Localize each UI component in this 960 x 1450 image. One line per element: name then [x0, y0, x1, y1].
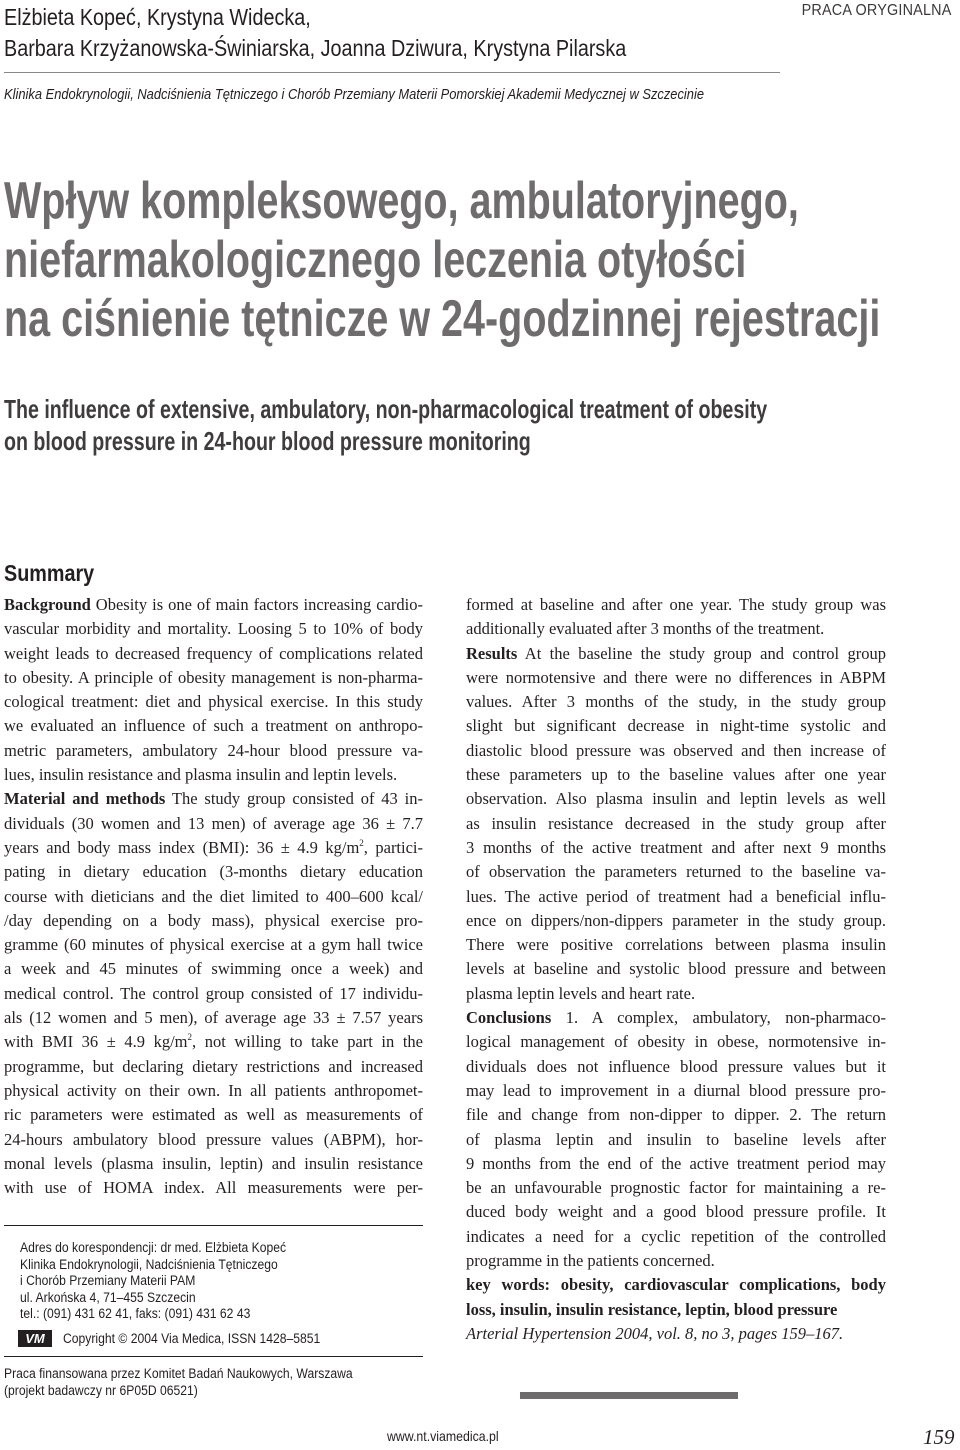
line-text: were normotensive and there were no differences in ABPM	[466, 667, 886, 687]
correspondence-address	[20, 1240, 286, 1323]
funding-line: Praca finansowana przez Komitet Badań Naukowych, Warszawa	[4, 1366, 353, 1381]
summary-line	[466, 666, 886, 690]
title-english-line-2: on blood pressure in 24-hour blood pressure monitoring	[4, 426, 531, 456]
line-text: as insulin resistance decreased in the study group after	[466, 813, 886, 833]
summary-line	[466, 933, 886, 957]
summary-line	[466, 812, 886, 836]
line-text: lues. The active period of treatment had a beneficial influ-	[466, 886, 886, 906]
summary-line	[4, 885, 423, 909]
citation: Arterial Hypertension 2004, vol. 8, no 3, pages 159–167.	[466, 1323, 844, 1343]
summary-line	[466, 739, 886, 763]
summary-line	[4, 617, 423, 641]
summary-line	[466, 909, 886, 933]
line-text: 1. A complex, ambulatory, non-pharmaco-	[551, 1008, 886, 1028]
section-lead: Background	[4, 595, 91, 614]
key-words: key words: obesity, cardiovascular complications, body	[466, 1275, 886, 1295]
title-english-line-1: The influence of extensive, ambulatory, non-pharmacological treatment of obesity	[4, 394, 768, 424]
line-text: with use of HOMA index. All measurements were per-	[4, 1178, 423, 1198]
summary-line	[466, 1298, 886, 1322]
line-text: ric parameters were estimated as well as measurements of	[4, 1105, 423, 1125]
line-text: , partici-	[363, 837, 423, 857]
line-text: monal levels (plasma insulin, leptin) and insulin resistance	[4, 1153, 423, 1173]
summary-line	[4, 1176, 423, 1200]
line-text: diastolic blood pressure was observed and then increase of	[466, 740, 886, 760]
line-text: lues, insulin resistance and plasma insulin and leptin levels.	[4, 765, 398, 785]
summary-line	[4, 714, 423, 738]
title-english	[4, 393, 767, 457]
summary-line	[466, 1079, 886, 1103]
summary-line	[466, 1200, 886, 1224]
summary-line	[466, 957, 886, 981]
summary-line	[4, 787, 423, 811]
summary-line	[466, 836, 886, 860]
correspondence-line: ul. Arkońska 4, 71–455 Szczecin	[20, 1289, 196, 1305]
correspondence-line: Klinika Endokrynologii, Nadciśnienia Tętniczego	[20, 1256, 278, 1272]
line-text: of observation the parameters returned to the baseline va-	[466, 862, 886, 882]
line-text: logical management of obesity in obese, normotensive in-	[466, 1032, 886, 1052]
summary-line	[4, 1152, 423, 1176]
section-lead: Results	[466, 643, 518, 663]
line-text: may lead to improvement in a diurnal blood pressure pro-	[466, 1080, 886, 1100]
section-lead: Material and methods	[4, 789, 166, 809]
summary-line	[4, 860, 423, 884]
line-text: als (12 women and 5 men), of average age 33 ± 7.57 years	[4, 1008, 423, 1028]
line-text: pating in dietary education (3-months dietary education	[4, 862, 423, 882]
summary-line	[466, 1103, 886, 1127]
authors-line-1: Elżbieta Kopeć, Krystyna Widecka,	[4, 4, 311, 30]
summary-line	[466, 1055, 886, 1079]
summary-line	[466, 1006, 886, 1030]
line-text: with BMI 36 ± 4.9 kg/m	[4, 1032, 188, 1052]
line-text: duced body weight and a good blood pressure profile. It	[466, 1202, 886, 1222]
summary-line	[466, 763, 886, 787]
line-text: course with dieticians and the diet limited to 400–600 kcal/	[4, 886, 423, 906]
line-text: weight leads to decreased frequency of complications related	[4, 643, 423, 663]
line-text: these parameters up to the baseline values after one year	[466, 765, 886, 785]
line-text: 24-hours ambulatory blood pressure values (ABPM), hor-	[4, 1129, 423, 1149]
summary-line	[4, 1079, 423, 1103]
summary-line	[466, 1225, 886, 1249]
funding-line: (projekt badawczy nr 6P05D 06521)	[4, 1382, 198, 1398]
summary-line	[4, 763, 423, 787]
summary-line	[466, 617, 886, 641]
funding-note	[4, 1366, 353, 1399]
superscript: 2	[187, 1032, 193, 1043]
superscript: 2	[359, 837, 364, 848]
summary-line	[4, 739, 423, 763]
summary-line	[466, 1030, 886, 1054]
summary-line	[4, 909, 423, 933]
title-polish-line-3: na ciśnienie tętnicze w 24-godzinnej rejestracji	[4, 290, 881, 348]
line-text: file and change from non-dipper to dipper. 2. The return	[466, 1105, 886, 1125]
line-text: values. After 3 months of the study, in the study group	[466, 692, 886, 712]
title-polish	[4, 172, 880, 349]
line-text: /day depending on a body mass), physical exercise pro-	[4, 910, 423, 930]
line-text: levels at baseline and systolic blood pressure and between	[466, 959, 886, 979]
line-text: we evaluated an influence of such a treatment on anthropo-	[4, 716, 423, 736]
line-text: physical activity on their own. In all patients anthropomet-	[4, 1080, 423, 1100]
summary-line	[466, 982, 886, 1006]
summary-line	[466, 642, 886, 666]
authors	[4, 2, 626, 64]
summary-heading: Summary	[4, 560, 95, 586]
line-text: 3 months of the active treatment and after next 9 months	[466, 837, 886, 857]
summary-line	[4, 957, 423, 981]
summary-line	[466, 885, 886, 909]
summary-line	[4, 1055, 423, 1079]
header-rule	[4, 72, 780, 73]
summary-line	[466, 1128, 886, 1152]
summary-line	[4, 642, 423, 666]
line-text: At the baseline the study group and control group	[517, 643, 886, 663]
line-text: , not willing to take part in the	[192, 1032, 423, 1052]
summary-column-left	[4, 593, 423, 1200]
line-text: ence on dippers/non-dippers parameter in the study group.	[466, 910, 886, 930]
line-text: dividuals does not influence blood pressure values but it	[466, 1056, 886, 1076]
line-text: There were positive correlations between plasma insulin	[466, 935, 886, 955]
section-lead: Conclusions	[466, 1008, 552, 1028]
line-text: additionally evaluated after 3 months of the treatment.	[466, 619, 825, 639]
section-label: PRACA ORYGINALNA	[802, 2, 952, 19]
summary-line	[4, 1030, 423, 1054]
correspondence-line: i Chorób Przemiany Materii PAM	[20, 1273, 196, 1288]
summary-line	[466, 1322, 886, 1346]
summary-line	[466, 787, 886, 811]
line-text: indicates a need for a cyclic repetition of the controlled	[466, 1226, 886, 1246]
footer-url[interactable]: www.nt.viamedica.pl	[387, 1428, 499, 1444]
page-number: 159	[923, 1425, 955, 1449]
line-text: a week and 45 minutes of swimming once a week) and	[4, 959, 423, 979]
affiliation: Klinika Endokrynologii, Nadciśnienia Tętniczego i Chorób Przemiany Materii Pomorskiej Akademii Medycznej w Szczecinie	[4, 86, 705, 103]
line-text: vascular morbidity and mortality. Loosing 5 to 10% of body	[4, 619, 423, 639]
line-text: be an unfavourable prognostic factor for maintaining a re-	[466, 1178, 886, 1198]
line-text: observation. Also plasma insulin and leptin levels as well	[466, 789, 886, 809]
line-text: slight but significant decrease in night-time systolic and	[466, 716, 886, 736]
summary-line	[466, 1273, 886, 1297]
line-text: of plasma leptin and insulin to baseline levels after	[466, 1129, 886, 1149]
line-text: years and body mass index (BMI): 36 ± 4.9 kg/m	[4, 837, 360, 857]
line-text: programme, but declaring dietary restrictions and increased	[4, 1056, 423, 1076]
line-text: metric parameters, ambulatory 24-hour blood pressure va-	[4, 740, 423, 760]
summary-line	[4, 1006, 423, 1030]
summary-line	[4, 1103, 423, 1127]
line-text: The study group consisted of 43 in-	[165, 789, 423, 809]
line-text: Obesity is one of main factors increasing cardio-	[90, 595, 423, 614]
line-text: medical control. The control group consisted of 17 individu-	[4, 983, 423, 1003]
line-text: gramme (60 minutes of physical exercise at a gym hall twice	[4, 935, 423, 955]
summary-line	[466, 1152, 886, 1176]
summary-line	[4, 593, 423, 617]
line-text: 9 months from the end of the active treatment period may	[466, 1153, 886, 1173]
summary-column-right	[466, 593, 886, 1346]
line-text: cological treatment: diet and physical exercise. In this study	[4, 692, 423, 712]
summary-line	[466, 593, 886, 617]
summary-line	[466, 690, 886, 714]
title-polish-line-2: niefarmakologicznego leczenia otyłości	[4, 231, 747, 289]
via-medica-logo: VM	[18, 1330, 52, 1347]
summary-line	[4, 666, 423, 690]
summary-line	[466, 860, 886, 884]
line-text: dividuals (30 women and 13 men) of average age 36 ± 7.7	[4, 813, 423, 833]
correspondence-line: Adres do korespondencji: dr med. Elżbieta Kopeć	[20, 1240, 287, 1255]
summary-line	[4, 836, 423, 860]
summary-line	[4, 690, 423, 714]
line-text: to obesity. A principle of obesity management is non-pharma-	[4, 667, 423, 687]
summary-line	[4, 812, 423, 836]
summary-line	[4, 1128, 423, 1152]
authors-line-2: Barbara Krzyżanowska-Świniarska, Joanna Dziwura, Krystyna Pilarska	[4, 35, 627, 61]
key-words: loss, insulin, insulin resistance, leptin, blood pressure	[466, 1299, 838, 1319]
correspondence-line: tel.: (091) 431 62 41, faks: (091) 431 62 43	[20, 1306, 251, 1321]
line-text: plasma leptin levels and heart rate.	[466, 983, 696, 1003]
line-text: formed at baseline and after one year. The study group was	[466, 595, 886, 614]
summary-line	[4, 982, 423, 1006]
summary-line	[466, 1249, 886, 1273]
summary-line	[466, 1176, 886, 1200]
line-text: programme in the patients concerned.	[466, 1251, 715, 1271]
summary-line	[466, 714, 886, 738]
title-polish-line-1: Wpływ kompleksowego, ambulatoryjnego,	[4, 172, 799, 230]
copyright: Copyright © 2004 Via Medica, ISSN 1428–5851	[63, 1331, 321, 1346]
summary-line	[4, 933, 423, 957]
bottom-rule	[520, 1392, 738, 1399]
